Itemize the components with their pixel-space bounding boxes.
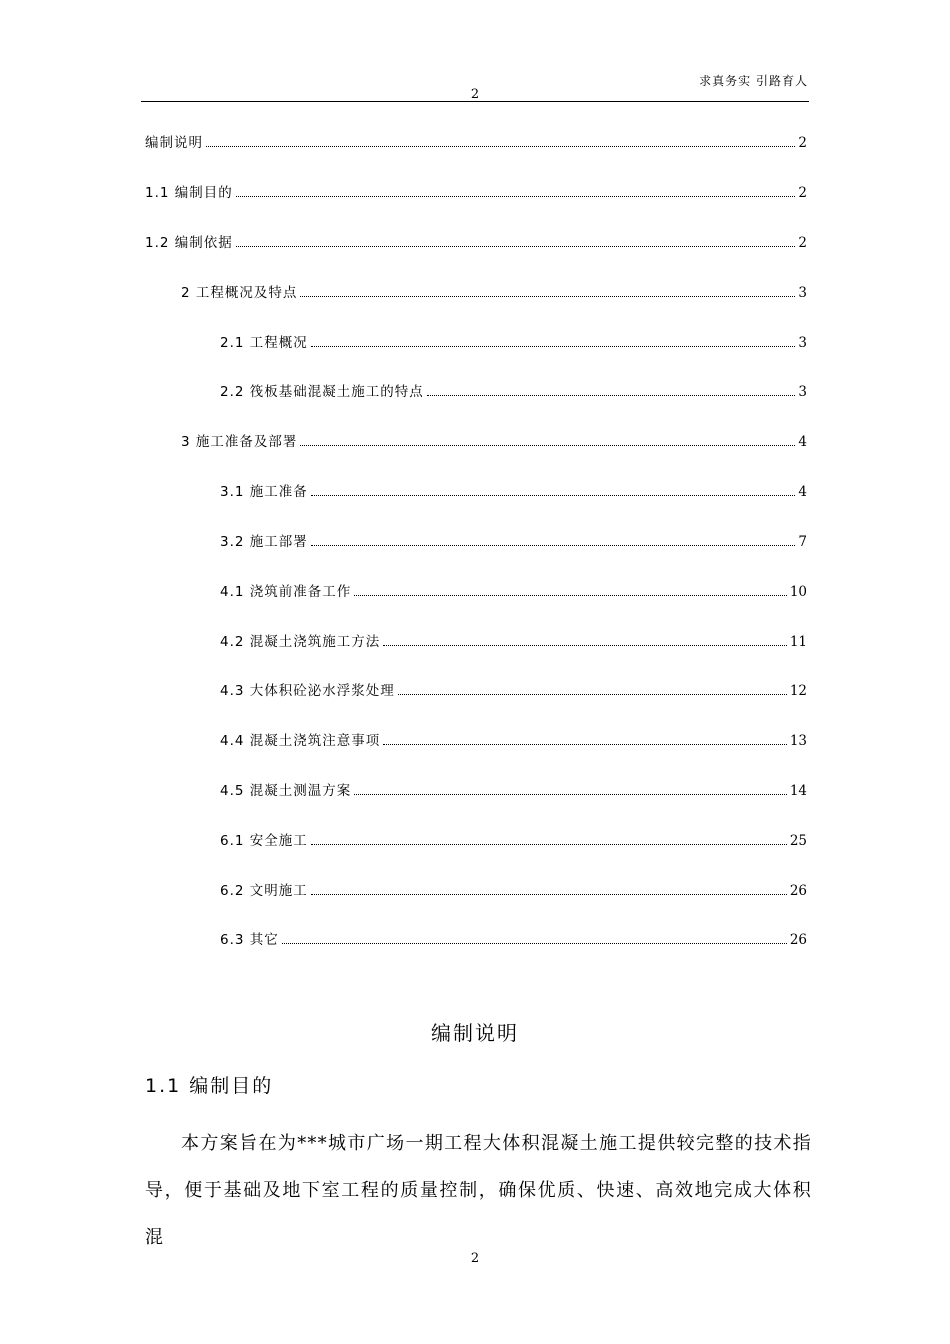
toc-entry[interactable] [181,430,807,450]
toc-entry-label: 3 施工准备及部署 [181,434,298,450]
toc-entry-label: 4.1 浇筑前准备工作 [220,584,352,600]
header-page-number: 2 [470,87,480,102]
toc-entry-label: 6.2 文明施工 [220,883,308,899]
subsection-heading: 1.1 编制目的 [145,1075,274,1097]
toc-entry-label: 1.1 编制目的 [145,185,233,201]
toc-entry-label: 4.3 大体积砼泌水浮浆处理 [220,683,395,699]
toc-leader-dots [311,843,787,845]
toc-entry-label: 6.3 其它 [220,932,279,948]
toc-entry-page: 25 [789,833,807,849]
toc-entry-page: 26 [789,883,807,899]
toc-entry-page: 4 [798,484,807,500]
section-title: 编制说明 [431,1021,519,1045]
toc-entry[interactable] [145,181,807,201]
toc-entry-page: 26 [789,932,807,948]
toc-entry-page: 3 [798,384,807,400]
toc-entry-page: 11 [789,634,807,650]
toc-entry-label: 1.2 编制依据 [145,235,233,251]
toc-entry[interactable] [220,630,807,650]
toc-leader-dots [282,942,787,944]
toc-entry-page: 2 [798,185,807,201]
toc-entry-page: 2 [798,235,807,251]
toc-entry-label: 3.2 施工部署 [220,534,308,550]
toc-leader-dots [300,444,795,446]
toc-leader-dots [311,893,787,895]
toc-entry[interactable] [220,580,807,600]
toc-entry-page: 13 [789,733,807,749]
header-motto: 求真务实 引路育人 [699,74,808,88]
toc-entry[interactable] [220,928,807,948]
toc-leader-dots [354,594,787,596]
toc-entry[interactable] [145,231,807,251]
toc-entry-label: 3.1 施工准备 [220,484,308,500]
toc-entry-page: 7 [798,534,807,550]
toc-entry-page: 12 [789,683,807,699]
toc-leader-dots [311,494,796,496]
toc-leader-dots [383,644,787,646]
toc-entry-label: 4.2 混凝土浇筑施工方法 [220,634,381,650]
toc-entry-label: 编制说明 [145,135,203,151]
toc-entry-page: 10 [789,584,807,600]
toc-leader-dots [311,345,796,347]
footer-page-number: 2 [470,1251,480,1266]
toc-leader-dots [236,245,796,247]
toc-entry-page: 3 [798,335,807,351]
toc-entry[interactable] [145,131,807,151]
toc-entry[interactable] [220,480,807,500]
toc-entry-label: 2 工程概况及特点 [181,285,298,301]
toc-leader-dots [236,195,796,197]
toc-entry-label: 2.2 筏板基础混凝土施工的特点 [220,384,424,400]
toc-entry[interactable] [181,281,807,301]
toc-entry[interactable] [220,331,807,351]
toc-entry-label: 4.5 混凝土测温方案 [220,783,352,799]
toc-leader-dots [398,693,787,695]
toc-leader-dots [427,394,796,396]
body-paragraph: 本方案旨在为***城市广场一期工程大体积混凝土施工提供较完整的技术指导，便于基础及地下室工程的质量控制，确保优质、快速、高效地完成大体积混 [145,1133,812,1248]
toc-entry[interactable] [220,879,807,899]
toc-entry-label: 6.1 安全施工 [220,833,308,849]
toc-leader-dots [311,544,796,546]
toc-leader-dots [300,295,795,297]
toc-entry-page: 4 [798,434,807,450]
toc-entry[interactable] [220,779,807,799]
toc-entry-page: 3 [798,285,807,301]
toc-entry[interactable] [220,530,807,550]
toc-leader-dots [383,743,787,745]
toc-leader-dots [354,793,787,795]
toc-entry-page: 14 [789,783,807,799]
toc-entry[interactable] [220,729,807,749]
toc-entry[interactable] [220,679,807,699]
toc-entry[interactable] [220,380,807,400]
toc-entry[interactable] [220,829,807,849]
toc-leader-dots [206,145,795,147]
toc-entry-label: 2.1 工程概况 [220,335,308,351]
toc-entry-label: 4.4 混凝土浇筑注意事项 [220,733,381,749]
toc-entry-page: 2 [798,135,807,151]
